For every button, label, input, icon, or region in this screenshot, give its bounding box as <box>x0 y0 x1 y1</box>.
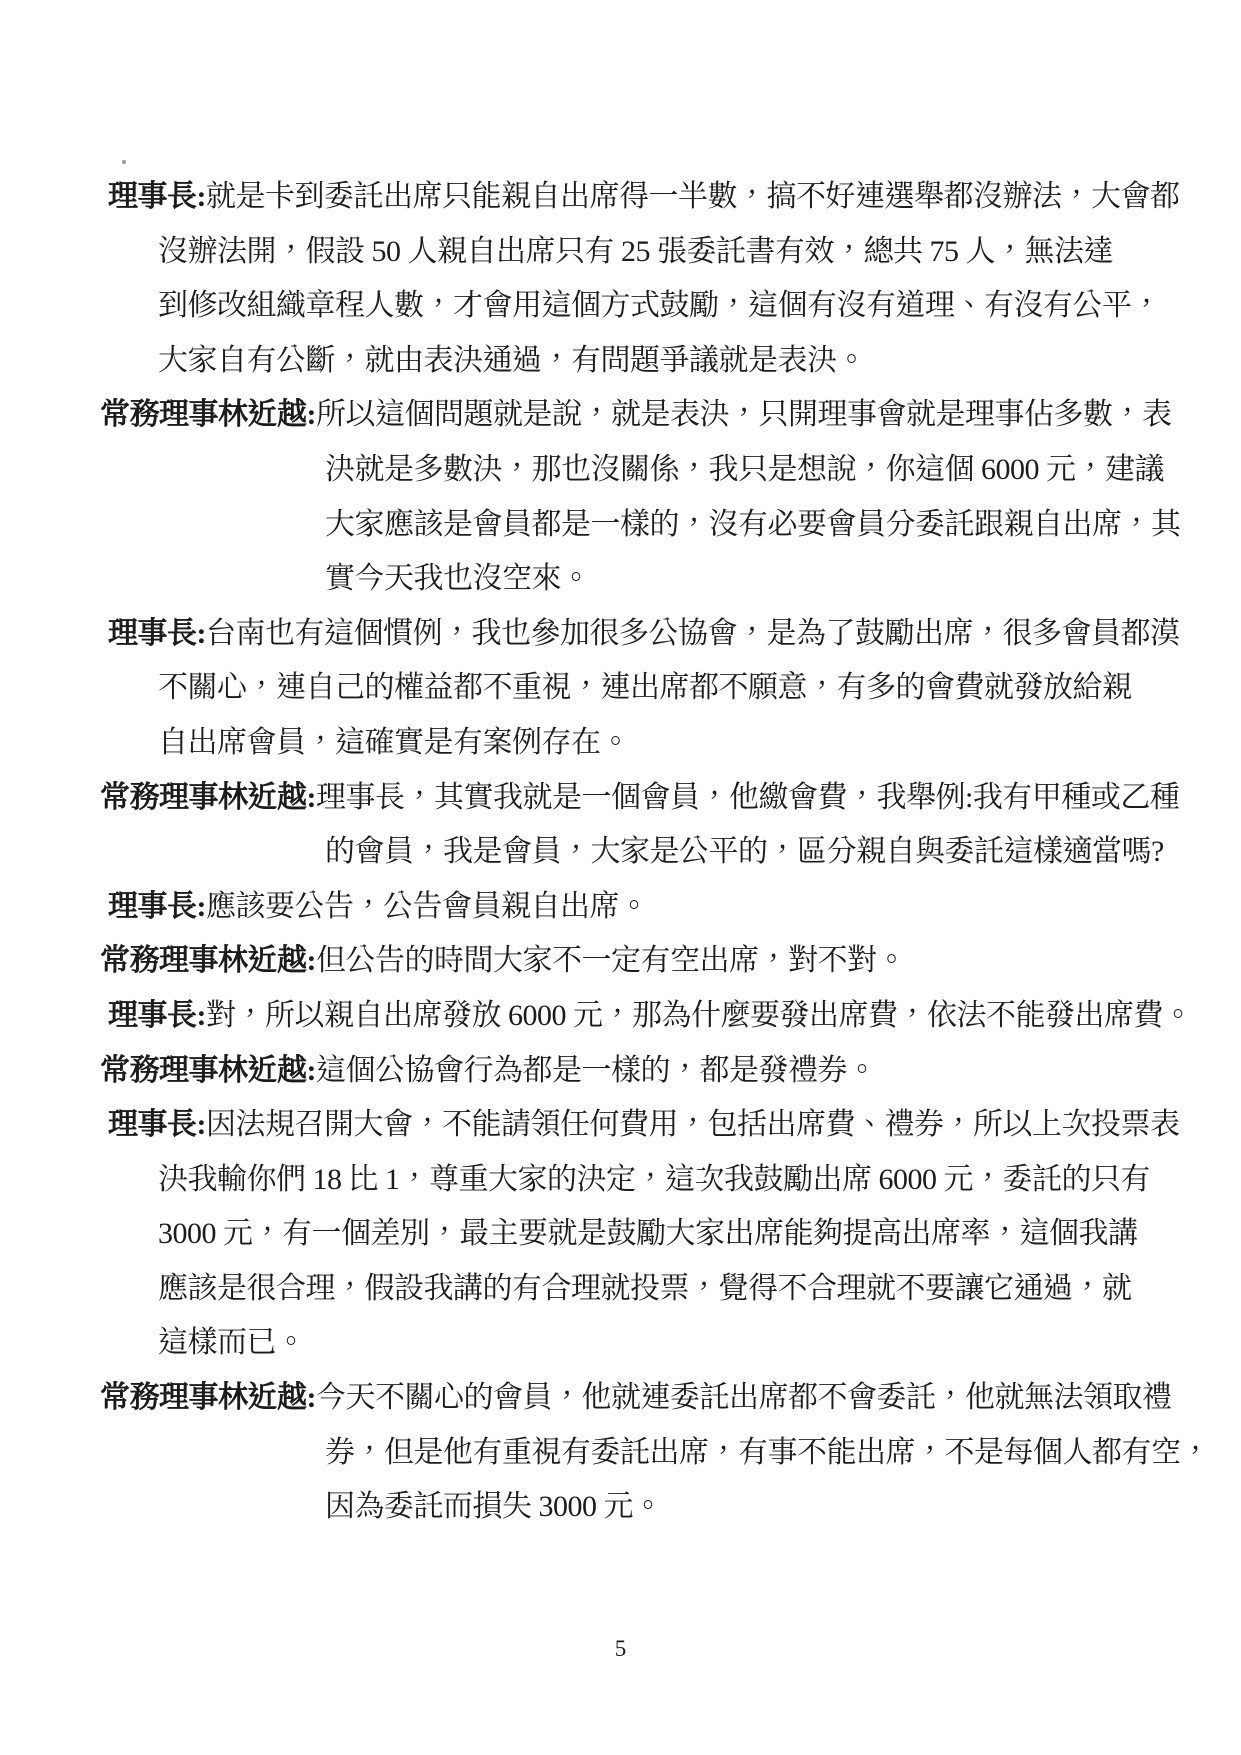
utterance-line: 的會員，我是會員，大家是公平的，區分親自與委託這樣適當嗎? <box>325 835 1164 869</box>
utterance-line <box>100 989 1193 1044</box>
utterance-text: 就是卡到委託出席只能親自出席得一半數，搞不好連選舉都沒辦法，大會都 <box>206 180 1180 213</box>
speaker-label: 理事長: <box>108 1108 206 1142</box>
utterance <box>100 388 1181 606</box>
utterance-line: 大家自有公斷，就由表決通過，有問題爭議就是表決。 <box>158 343 866 377</box>
utterance-line <box>100 607 1180 662</box>
speaker-label: 理事長: <box>108 180 206 213</box>
utterance-text: 因法規召開大會，不能請領任何費用，包括出席費、禮券，所以上次投票表 <box>206 1108 1180 1142</box>
speaker-label: 常務理事林近越: <box>100 780 316 814</box>
utterance-line <box>100 880 1160 935</box>
utterance <box>100 1098 1180 1371</box>
utterance-line: 到修改組織章程人數，才會用這個方式鼓勵，這個有沒有道理、有沒有公平， <box>158 289 1161 323</box>
utterance <box>100 989 1193 1044</box>
utterance <box>100 1371 1210 1535</box>
utterance-line: 決就是多數決，那也沒關係，我只是想說，你這個 6000 元，建議 <box>325 452 1164 486</box>
utterance-line: 券，但是他有重視有委託出席，有事不能出席，不是每個人都有空， <box>325 1435 1210 1469</box>
speaker-label: 理事長: <box>108 616 206 650</box>
utterance-text: 應該要公告，公告會員親自出席。 <box>206 889 649 923</box>
utterance-line <box>100 1098 1180 1153</box>
speaker-label: 理事長: <box>108 998 206 1032</box>
utterance-line: 不關心，連自己的權益都不重視，連出席都不願意，有多的會費就發放給親 <box>158 671 1132 705</box>
utterance-line: 決我輸你們 18 比 1，尊重大家的決定，這次我鼓勵出席 6000 元，委託的只有 <box>158 1162 1150 1196</box>
utterance-line <box>100 170 1180 225</box>
utterance-line <box>100 771 1180 826</box>
utterance-text: 理事長，其實我就是一個會員，他繳會費，我舉例:我有甲種或乙種 <box>316 780 1180 814</box>
utterance-line <box>100 1371 1172 1426</box>
utterance-line <box>100 388 1172 443</box>
utterance <box>100 1044 1160 1099</box>
utterance <box>100 170 1180 388</box>
scan-artifact <box>122 160 126 164</box>
utterance-text: 所以這個問題就是說，就是表決，只開理事會就是理事佔多數，表 <box>316 398 1172 432</box>
speaker-label: 常務理事林近越: <box>100 1381 316 1415</box>
utterance-text: 今天不關心的會員，他就連委託出席都不會委託，他就無法領取禮 <box>316 1381 1172 1415</box>
utterance-line: 應該是很合理，假設我講的有合理就投票，覺得不合理就不要讓它通過，就 <box>158 1271 1132 1305</box>
utterance-line: 自出席會員，這確實是有案例存在。 <box>158 725 630 759</box>
speaker-label: 理事長: <box>108 889 206 923</box>
utterance-text: 這個公協會行為都是一樣的，都是發禮券。 <box>316 1053 877 1087</box>
utterance-line: 沒辦法開，假設 50 人親自出席只有 25 張委託書有效，總共 75 人，無法達 <box>158 234 1113 268</box>
speaker-label: 常務理事林近越: <box>100 1053 316 1087</box>
utterance-line: 因為委託而損失 3000 元。 <box>325 1490 663 1524</box>
utterance <box>100 607 1180 771</box>
utterance-line: 3000 元，有一個差別，最主要就是鼓勵大家出席能夠提高出席率，這個我講 <box>158 1217 1138 1251</box>
utterance-line: 這樣而已。 <box>158 1326 306 1360</box>
utterance <box>100 880 1160 935</box>
utterance <box>100 771 1180 880</box>
utterance-text: 但公告的時間大家不一定有空出席，對不對。 <box>316 944 906 978</box>
dialogue <box>100 170 1210 1535</box>
utterance-line: 實今天我也沒空來。 <box>325 562 591 596</box>
utterance-text: 對，所以親自出席發放 6000 元，那為什麼要發出席費，依法不能發出席費。 <box>206 998 1193 1032</box>
utterance <box>100 934 1160 989</box>
speaker-label: 常務理事林近越: <box>100 398 316 432</box>
speaker-label: 常務理事林近越: <box>100 944 316 978</box>
page-number: 5 <box>614 1636 627 1661</box>
utterance-line: 大家應該是會員都是一樣的，沒有必要會員分委託跟親自出席，其 <box>325 507 1181 541</box>
utterance-line <box>100 934 1160 989</box>
utterance-line <box>100 1044 1160 1099</box>
utterance-text: 台南也有這個慣例，我也參加很多公協會，是為了鼓勵出席，很多會員都漠 <box>206 616 1180 650</box>
